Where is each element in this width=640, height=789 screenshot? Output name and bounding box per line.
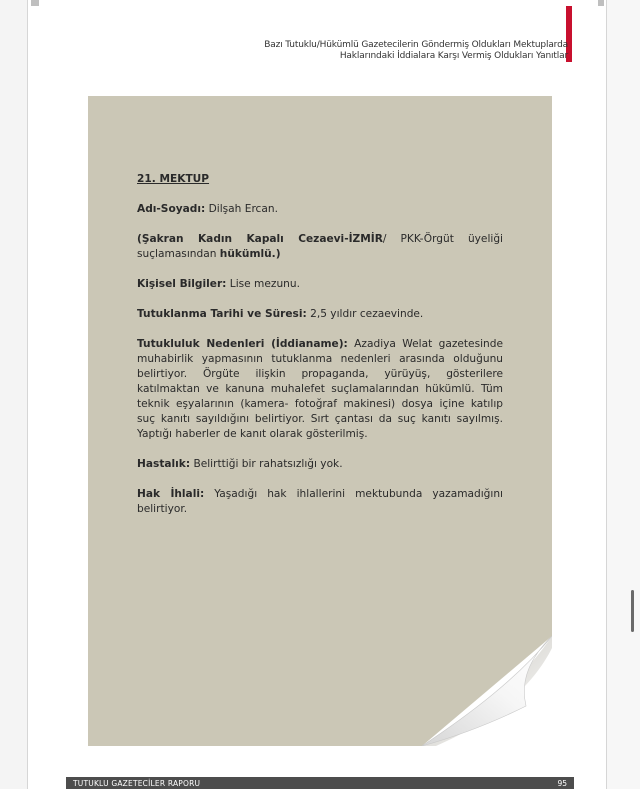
top-left-page-mark (31, 0, 39, 6)
letter-content (137, 172, 503, 532)
illness-label: Hastalık: (137, 458, 191, 470)
rights-value: Yaşadığı hak ihlallerini mektubunda yazamadığını belirtiyor. (137, 488, 503, 515)
prison-name: (Şakran Kadın Kapalı Cezaevi-İZMİR (137, 233, 383, 245)
personal-info-label: Kişisel Bilgiler: (137, 278, 227, 290)
left-page-edge (0, 0, 28, 789)
arrest-row (137, 307, 503, 322)
arrest-value: 2,5 yıldır cezaevinde. (310, 308, 424, 320)
footer-report-title: TUTUKLU GAZETECİLER RAPORU (73, 779, 201, 788)
right-page-edge (606, 0, 640, 789)
name-value: Dilşah Ercan. (208, 203, 278, 215)
page-number: 95 (557, 779, 567, 788)
prison-status: hükümlü.) (219, 248, 281, 260)
top-right-page-mark (598, 0, 604, 6)
prison-charge: / PKK-Örgüt üyeliği suçlamasından (137, 233, 503, 260)
reasons-row (137, 337, 503, 442)
scrollbar-thumb[interactable] (631, 590, 634, 632)
page-curl-graphic (422, 636, 552, 746)
personal-info-row (137, 277, 503, 292)
prison-row (137, 232, 503, 262)
rights-label: Hak İhlali: (137, 488, 205, 500)
name-row (137, 202, 503, 217)
illness-value: Belirttiği bir rahatsızlığı yok. (193, 458, 343, 470)
arrest-label: Tutuklanma Tarihi ve Süresi: (137, 308, 307, 320)
reasons-label: Tutukluluk Nedenleri (İddianame): (137, 338, 348, 350)
rights-row (137, 487, 503, 517)
personal-info-value: Lise mezunu. (229, 278, 300, 290)
letter-title: 21. MEKTUP (137, 173, 210, 185)
illness-row (137, 457, 503, 472)
header-line-2: Haklarındaki İddialara Karşı Vermiş Oldukları Yanıtlar (339, 51, 568, 61)
running-header (264, 40, 568, 62)
header-line-1: Bazı Tutuklu/Hükümlü Gazetecilerin Göndermiş Oldukları Mektuplarda (264, 40, 568, 50)
letter-panel (88, 96, 552, 746)
name-label: Adı-Soyadı: (137, 203, 206, 215)
reasons-value: Azadiya Welat gazetesinde muhabirlik yapmasının tutuklanma nedenleri arasında olduğunu belirtiyor. Örgüte ilişkin propaganda, yürüyüş, gösterilere katılmaktan ve kanuna muhalefet suçlamalarından hükümlü. Tüm teknik eşyalarının (kamera- fotoğraf makinesi) dosya içine katılıp suç kanıtı sayıldığını belirtiyor. Sırt çantası da suç kanıtı sayılmış. Yaptığı haberler de kanıt olarak gösterilmiş. (137, 338, 503, 440)
footer-bar (66, 777, 574, 789)
curl-background-cutout (422, 636, 552, 746)
